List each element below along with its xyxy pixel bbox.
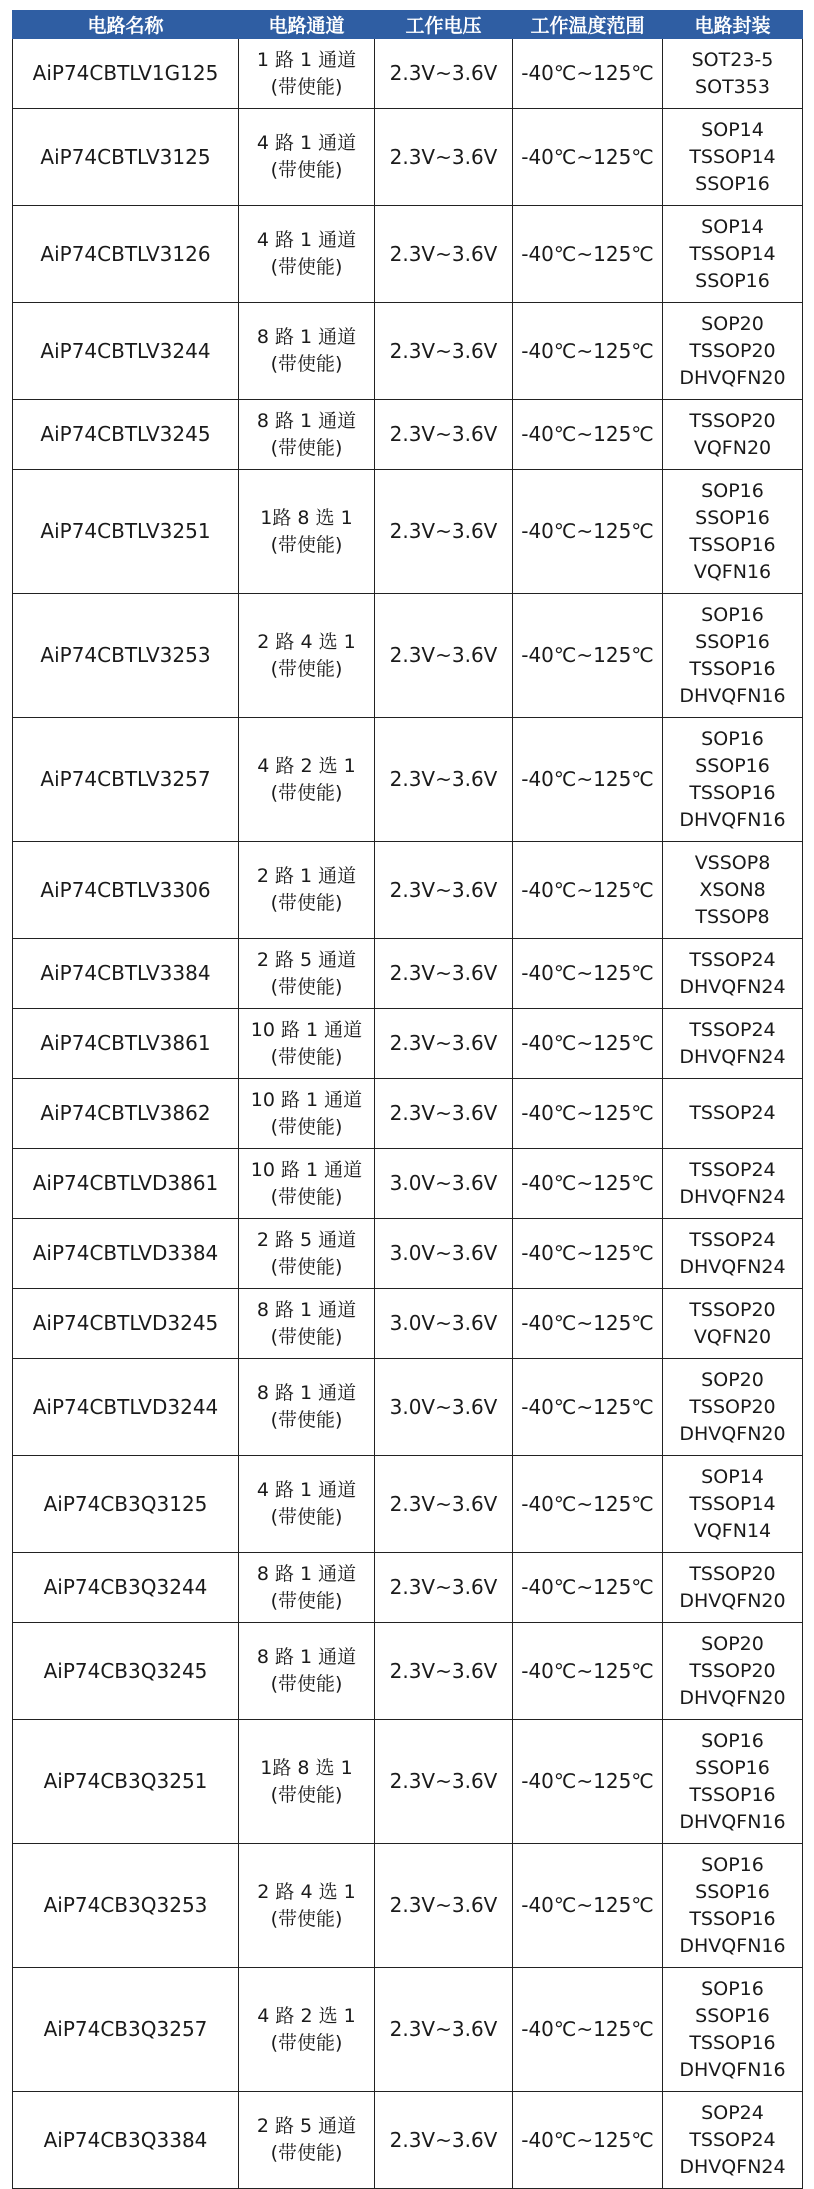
cell-package xyxy=(663,1844,803,1968)
cell-temperature-range: -40℃~125℃ xyxy=(513,206,663,303)
channel-line: 4 路 1 通道 xyxy=(256,1479,357,1501)
package-line: TSSOP24 xyxy=(689,1228,776,1251)
cell-circuit-name: AiP74CB3Q3125 xyxy=(13,1456,239,1553)
channel-line: (带使能) xyxy=(270,159,343,181)
cell-package xyxy=(663,718,803,842)
header-operating-voltage: 工作电压 xyxy=(375,11,513,39)
channel-line: 1 路 1 通道 xyxy=(256,48,357,71)
table-row xyxy=(13,1623,803,1720)
cell-operating-voltage: 2.3V~3.6V xyxy=(375,1623,513,1720)
package-line: SOP20 xyxy=(701,1368,764,1391)
channel-line: (带使能) xyxy=(270,1045,343,1068)
channel-line: 4 路 1 通道 xyxy=(256,132,357,154)
product-table-container xyxy=(12,10,802,2189)
product-table xyxy=(12,10,803,2189)
package-line: DHVQFN20 xyxy=(679,1589,786,1612)
cell-package xyxy=(663,39,803,109)
cell-circuit-name: AiP74CBTLV3306 xyxy=(13,842,239,939)
cell-circuit-name: AiP74CB3Q3257 xyxy=(13,1968,239,2092)
package-line: TSSOP24 xyxy=(689,1158,776,1181)
package-line: DHVQFN24 xyxy=(679,1255,786,1278)
cell-circuit-name: AiP74CBTLV3257 xyxy=(13,718,239,842)
channel-line: 8 路 1 通道 xyxy=(256,1298,357,1321)
package-line: SSOP16 xyxy=(695,1880,770,1903)
cell-temperature-range: -40℃~125℃ xyxy=(513,303,663,400)
cell-temperature-range: -40℃~125℃ xyxy=(513,939,663,1009)
package-line: DHVQFN20 xyxy=(679,1422,786,1445)
channel-line: (带使能) xyxy=(270,1409,343,1431)
package-line: SSOP16 xyxy=(695,269,770,292)
cell-package xyxy=(663,400,803,470)
package-line: DHVQFN20 xyxy=(679,1686,786,1709)
cell-package xyxy=(663,1456,803,1553)
channel-line: 10 路 1 通道 xyxy=(250,1018,363,1041)
cell-temperature-range: -40℃~125℃ xyxy=(513,1289,663,1359)
cell-package xyxy=(663,206,803,303)
table-row xyxy=(13,470,803,594)
channel-line: (带使能) xyxy=(270,1255,343,1278)
cell-circuit-channel xyxy=(239,1149,375,1219)
package-line: TSSOP16 xyxy=(689,781,776,804)
package-line: SOP24 xyxy=(701,2101,764,2124)
cell-circuit-channel xyxy=(239,1009,375,1079)
cell-operating-voltage: 2.3V~3.6V xyxy=(375,1844,513,1968)
package-line: SSOP16 xyxy=(695,754,770,777)
cell-operating-voltage: 2.3V~3.6V xyxy=(375,1456,513,1553)
package-line: VQFN20 xyxy=(693,1325,772,1348)
cell-package xyxy=(663,1623,803,1720)
cell-temperature-range: -40℃~125℃ xyxy=(513,1456,663,1553)
channel-line: 4 路 2 选 1 xyxy=(257,2004,356,2027)
header-row xyxy=(13,11,803,39)
cell-circuit-name: AiP74CBTLV1G125 xyxy=(13,39,239,109)
package-line: VQFN14 xyxy=(693,1519,772,1542)
cell-operating-voltage: 2.3V~3.6V xyxy=(375,1079,513,1149)
package-line: DHVQFN20 xyxy=(679,366,786,389)
cell-package xyxy=(663,939,803,1009)
cell-temperature-range: -40℃~125℃ xyxy=(513,109,663,206)
cell-temperature-range: -40℃~125℃ xyxy=(513,470,663,594)
package-line: SOP16 xyxy=(701,479,764,502)
package-line: SSOP16 xyxy=(695,506,770,529)
package-line: SSOP16 xyxy=(695,172,770,195)
channel-line: (带使能) xyxy=(270,1783,343,1806)
package-line: SOP20 xyxy=(701,312,764,335)
cell-circuit-channel xyxy=(239,303,375,400)
package-line: VQFN20 xyxy=(693,436,772,459)
cell-package xyxy=(663,1720,803,1844)
channel-line: (带使能) xyxy=(270,657,343,680)
table-row xyxy=(13,303,803,400)
table-row xyxy=(13,1359,803,1456)
cell-temperature-range: -40℃~125℃ xyxy=(513,594,663,718)
cell-package xyxy=(663,2092,803,2189)
package-line: TSSOP20 xyxy=(689,339,776,362)
cell-circuit-name: AiP74CB3Q3384 xyxy=(13,2092,239,2189)
package-line: DHVQFN16 xyxy=(679,2058,786,2081)
cell-temperature-range: -40℃~125℃ xyxy=(513,1720,663,1844)
package-line: DHVQFN16 xyxy=(679,1810,786,1833)
table-body xyxy=(13,39,803,2189)
cell-operating-voltage: 2.3V~3.6V xyxy=(375,939,513,1009)
cell-circuit-channel xyxy=(239,594,375,718)
channel-line: 8 路 1 通道 xyxy=(256,326,357,348)
channel-line: (带使能) xyxy=(270,1115,343,1138)
table-row xyxy=(13,1968,803,2092)
cell-temperature-range: -40℃~125℃ xyxy=(513,1844,663,1968)
package-line: TSSOP16 xyxy=(689,533,776,556)
cell-package xyxy=(663,594,803,718)
cell-package xyxy=(663,1553,803,1623)
cell-circuit-channel xyxy=(239,206,375,303)
package-line: SOT353 xyxy=(695,75,770,98)
table-row xyxy=(13,206,803,303)
package-line: SOP14 xyxy=(701,1465,764,1488)
package-line: TSSOP20 xyxy=(689,1298,776,1321)
channel-line: (带使能) xyxy=(270,353,343,375)
cell-circuit-name: AiP74CBTLV3253 xyxy=(13,594,239,718)
cell-temperature-range: -40℃~125℃ xyxy=(513,1219,663,1289)
channel-line: (带使能) xyxy=(270,1185,343,1208)
cell-package xyxy=(663,1079,803,1149)
cell-operating-voltage: 3.0V~3.6V xyxy=(375,1359,513,1456)
cell-operating-voltage: 2.3V~3.6V xyxy=(375,1553,513,1623)
table-row xyxy=(13,1149,803,1219)
table-row xyxy=(13,718,803,842)
cell-package xyxy=(663,1289,803,1359)
cell-circuit-channel xyxy=(239,718,375,842)
channel-line: (带使能) xyxy=(270,2142,343,2164)
cell-package xyxy=(663,1009,803,1079)
table-row xyxy=(13,1553,803,1623)
cell-temperature-range: -40℃~125℃ xyxy=(513,842,663,939)
package-line: TSSOP20 xyxy=(689,1659,776,1682)
cell-temperature-range: -40℃~125℃ xyxy=(513,1149,663,1219)
cell-circuit-channel xyxy=(239,1553,375,1623)
package-line: DHVQFN16 xyxy=(679,808,786,831)
cell-operating-voltage: 2.3V~3.6V xyxy=(375,1009,513,1079)
package-line: TSSOP20 xyxy=(689,1562,776,1585)
cell-circuit-name: AiP74CBTLV3862 xyxy=(13,1079,239,1149)
cell-temperature-range: -40℃~125℃ xyxy=(513,2092,663,2189)
cell-operating-voltage: 2.3V~3.6V xyxy=(375,594,513,718)
package-line: TSSOP16 xyxy=(689,1783,776,1806)
cell-package xyxy=(663,842,803,939)
package-line: TSSOP14 xyxy=(689,1492,776,1515)
channel-line: (带使能) xyxy=(270,436,343,459)
package-line: DHVQFN16 xyxy=(679,1934,786,1957)
cell-circuit-channel xyxy=(239,400,375,470)
table-row xyxy=(13,1079,803,1149)
package-line: VSSOP8 xyxy=(694,851,771,874)
cell-circuit-channel xyxy=(239,939,375,1009)
package-line: TSSOP8 xyxy=(695,905,770,928)
channel-line: 10 路 1 通道 xyxy=(250,1158,363,1181)
cell-package xyxy=(663,470,803,594)
channel-line: 8 路 1 通道 xyxy=(256,1562,357,1585)
table-row xyxy=(13,842,803,939)
package-line: TSSOP14 xyxy=(689,145,776,168)
channel-line: (带使能) xyxy=(270,256,343,278)
channel-line: 4 路 2 选 1 xyxy=(257,754,356,777)
cell-circuit-channel xyxy=(239,1968,375,2092)
package-line: TSSOP20 xyxy=(689,1395,776,1418)
package-line: SOP16 xyxy=(701,727,764,750)
table-row xyxy=(13,109,803,206)
cell-circuit-name: AiP74CBTLVD3861 xyxy=(13,1149,239,1219)
channel-line: 10 路 1 通道 xyxy=(250,1088,363,1111)
package-line: TSSOP16 xyxy=(689,657,776,680)
table-row xyxy=(13,1289,803,1359)
cell-circuit-name: AiP74CBTLVD3244 xyxy=(13,1359,239,1456)
cell-circuit-name: AiP74CBTLVD3245 xyxy=(13,1289,239,1359)
package-line: DHVQFN24 xyxy=(679,1045,786,1068)
header-circuit-channel: 电路通道 xyxy=(239,11,375,39)
package-line: SOP20 xyxy=(701,1632,764,1655)
channel-line: (带使能) xyxy=(270,1673,343,1695)
package-line: TSSOP16 xyxy=(689,2031,776,2054)
table-row xyxy=(13,39,803,109)
cell-operating-voltage: 2.3V~3.6V xyxy=(375,2092,513,2189)
cell-circuit-name: AiP74CBTLV3244 xyxy=(13,303,239,400)
cell-circuit-name: AiP74CB3Q3253 xyxy=(13,1844,239,1968)
package-line: SOP16 xyxy=(701,603,764,626)
table-row xyxy=(13,2092,803,2189)
cell-temperature-range: -40℃~125℃ xyxy=(513,718,663,842)
cell-circuit-channel xyxy=(239,1456,375,1553)
package-line: TSSOP24 xyxy=(689,2128,776,2151)
cell-operating-voltage: 2.3V~3.6V xyxy=(375,1968,513,2092)
table-row xyxy=(13,594,803,718)
table-row xyxy=(13,1844,803,1968)
cell-circuit-name: AiP74CBTLVD3384 xyxy=(13,1219,239,1289)
channel-line: 8 路 1 通道 xyxy=(256,409,357,432)
channel-line: 8 路 1 通道 xyxy=(256,1646,357,1668)
package-line: TSSOP14 xyxy=(689,242,776,265)
package-line: XSON8 xyxy=(699,878,766,901)
header-package: 电路封装 xyxy=(663,11,803,39)
channel-line: (带使能) xyxy=(270,75,343,98)
channel-line: 4 路 1 通道 xyxy=(256,229,357,251)
package-line: TSSOP20 xyxy=(689,409,776,432)
cell-circuit-name: AiP74CB3Q3244 xyxy=(13,1553,239,1623)
channel-line: 2 路 1 通道 xyxy=(256,865,357,887)
cell-circuit-channel xyxy=(239,1623,375,1720)
cell-temperature-range: -40℃~125℃ xyxy=(513,1623,663,1720)
channel-line: (带使能) xyxy=(270,1325,343,1348)
cell-temperature-range: -40℃~125℃ xyxy=(513,39,663,109)
cell-operating-voltage: 2.3V~3.6V xyxy=(375,303,513,400)
cell-circuit-channel xyxy=(239,470,375,594)
cell-temperature-range: -40℃~125℃ xyxy=(513,1009,663,1079)
cell-operating-voltage: 3.0V~3.6V xyxy=(375,1289,513,1359)
cell-package xyxy=(663,1359,803,1456)
cell-circuit-channel xyxy=(239,2092,375,2189)
cell-temperature-range: -40℃~125℃ xyxy=(513,1359,663,1456)
cell-circuit-channel xyxy=(239,1844,375,1968)
cell-circuit-channel xyxy=(239,1720,375,1844)
package-line: SSOP16 xyxy=(695,1756,770,1779)
package-line: TSSOP24 xyxy=(689,1018,776,1041)
channel-line: 2 路 5 通道 xyxy=(256,2115,357,2137)
channel-line: (带使能) xyxy=(270,781,343,804)
cell-operating-voltage: 2.3V~3.6V xyxy=(375,1720,513,1844)
package-line: TSSOP16 xyxy=(689,1907,776,1930)
package-line: TSSOP24 xyxy=(689,1102,776,1124)
table-header xyxy=(13,11,803,39)
cell-operating-voltage: 3.0V~3.6V xyxy=(375,1219,513,1289)
channel-line: 2 路 5 通道 xyxy=(256,1228,357,1251)
cell-circuit-channel xyxy=(239,109,375,206)
cell-circuit-channel xyxy=(239,1079,375,1149)
cell-circuit-channel xyxy=(239,1219,375,1289)
cell-circuit-name: AiP74CBTLV3125 xyxy=(13,109,239,206)
cell-temperature-range: -40℃~125℃ xyxy=(513,1079,663,1149)
cell-operating-voltage: 2.3V~3.6V xyxy=(375,842,513,939)
cell-temperature-range: -40℃~125℃ xyxy=(513,1553,663,1623)
channel-line: (带使能) xyxy=(270,533,343,556)
package-line: DHVQFN16 xyxy=(679,684,786,707)
table-row xyxy=(13,400,803,470)
cell-circuit-name: AiP74CBTLV3245 xyxy=(13,400,239,470)
channel-line: 2 路 4 选 1 xyxy=(257,630,356,653)
header-circuit-name: 电路名称 xyxy=(13,11,239,39)
package-line: TSSOP24 xyxy=(689,948,776,971)
cell-operating-voltage: 2.3V~3.6V xyxy=(375,718,513,842)
cell-temperature-range: -40℃~125℃ xyxy=(513,400,663,470)
cell-circuit-channel xyxy=(239,1289,375,1359)
package-line: SSOP16 xyxy=(695,2004,770,2027)
cell-circuit-name: AiP74CBTLV3251 xyxy=(13,470,239,594)
package-line: SOP16 xyxy=(701,1729,764,1752)
cell-circuit-name: AiP74CBTLV3861 xyxy=(13,1009,239,1079)
channel-line: 8 路 1 通道 xyxy=(256,1382,357,1404)
cell-operating-voltage: 3.0V~3.6V xyxy=(375,1149,513,1219)
channel-line: (带使能) xyxy=(270,975,343,998)
table-row xyxy=(13,1009,803,1079)
package-line: SOP14 xyxy=(701,215,764,238)
cell-circuit-name: AiP74CBTLV3384 xyxy=(13,939,239,1009)
channel-line: 2 路 4 选 1 xyxy=(257,1880,356,1903)
cell-operating-voltage: 2.3V~3.6V xyxy=(375,109,513,206)
table-row xyxy=(13,939,803,1009)
package-line: SSOP16 xyxy=(695,630,770,653)
channel-line: (带使能) xyxy=(270,1506,343,1528)
channel-line: 1路 8 选 1 xyxy=(260,1756,353,1779)
cell-circuit-name: AiP74CBTLV3126 xyxy=(13,206,239,303)
table-row xyxy=(13,1219,803,1289)
cell-package xyxy=(663,109,803,206)
header-temperature-range: 工作温度范围 xyxy=(513,11,663,39)
table-row xyxy=(13,1456,803,1553)
cell-operating-voltage: 2.3V~3.6V xyxy=(375,206,513,303)
package-line: VQFN16 xyxy=(693,560,772,583)
cell-temperature-range: -40℃~125℃ xyxy=(513,1968,663,2092)
package-line: SOP14 xyxy=(701,118,764,141)
channel-line: (带使能) xyxy=(270,2031,343,2054)
cell-circuit-name: AiP74CB3Q3251 xyxy=(13,1720,239,1844)
channel-line: (带使能) xyxy=(270,1589,343,1612)
cell-package xyxy=(663,303,803,400)
cell-package xyxy=(663,1149,803,1219)
channel-line: (带使能) xyxy=(270,892,343,914)
channel-line: (带使能) xyxy=(270,1907,343,1930)
package-line: SOP16 xyxy=(701,1977,764,2000)
cell-circuit-name: AiP74CB3Q3245 xyxy=(13,1623,239,1720)
cell-operating-voltage: 2.3V~3.6V xyxy=(375,470,513,594)
cell-operating-voltage: 2.3V~3.6V xyxy=(375,400,513,470)
cell-package xyxy=(663,1968,803,2092)
cell-circuit-channel xyxy=(239,842,375,939)
package-line: SOP16 xyxy=(701,1853,764,1876)
cell-circuit-channel xyxy=(239,39,375,109)
cell-package xyxy=(663,1219,803,1289)
package-line: SOT23-5 xyxy=(691,48,774,71)
package-line: DHVQFN24 xyxy=(679,1185,786,1208)
table-row xyxy=(13,1720,803,1844)
package-line: DHVQFN24 xyxy=(679,2155,786,2178)
cell-circuit-channel xyxy=(239,1359,375,1456)
package-line: DHVQFN24 xyxy=(679,975,786,998)
cell-operating-voltage: 2.3V~3.6V xyxy=(375,39,513,109)
channel-line: 2 路 5 通道 xyxy=(256,948,357,971)
channel-line: 1路 8 选 1 xyxy=(260,506,353,529)
